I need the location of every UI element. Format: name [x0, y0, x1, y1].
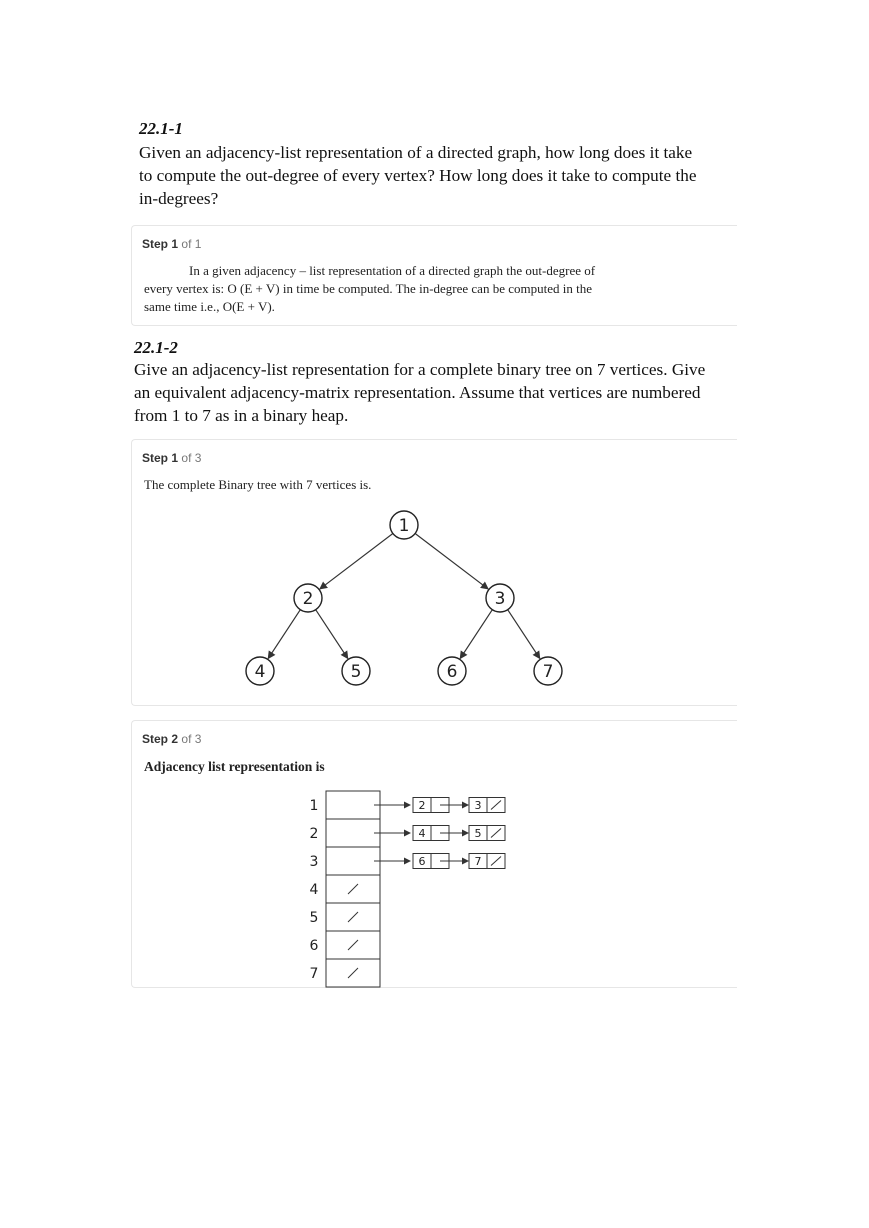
- step-heading: Adjacency list representation is: [144, 759, 325, 774]
- step-index: 2: [171, 732, 179, 746]
- tree-node-label: 2: [302, 589, 314, 609]
- problem-line: in-degrees?: [139, 189, 219, 208]
- step-total: of 1: [181, 237, 202, 251]
- problem-statement: [134, 358, 744, 427]
- list-node-value: 7: [474, 855, 482, 868]
- solution-line: every vertex is: O (E + V) in time be computed. The in-degree can be computed in the: [144, 281, 592, 296]
- problem-line: to compute the out-degree of every vertex? How long does it take to compute the: [139, 166, 697, 185]
- step-card: [131, 225, 737, 326]
- step-total: of 3: [181, 732, 202, 746]
- problem-line: from 1 to 7 as in a binary heap.: [134, 406, 349, 425]
- list-node-value: 3: [474, 799, 482, 812]
- adjacency-list-diagram: [132, 721, 738, 989]
- tree-edge: [320, 533, 393, 588]
- step-card: [131, 439, 737, 706]
- binary-tree-diagram: [132, 440, 738, 707]
- tree-edge: [268, 610, 300, 659]
- solution-line: In a given adjacency – list representation of a directed graph the out-degree of: [189, 263, 596, 278]
- step-body: The complete Binary tree with 7 vertices is.: [144, 477, 372, 492]
- tree-edge: [316, 610, 348, 659]
- step-label: Step: [142, 732, 169, 746]
- problem-statement: [139, 141, 739, 210]
- tree-node-label: 3: [494, 589, 506, 609]
- problem-number: 22.1-2: [134, 338, 178, 357]
- step-header: [142, 237, 201, 251]
- vertex-label: 2: [309, 826, 319, 842]
- tree-node-label: 5: [350, 662, 362, 682]
- tree-edge: [460, 610, 492, 659]
- list-head-cell: [326, 791, 380, 819]
- solution-line: same time i.e., O(E + V).: [144, 299, 275, 314]
- problem-line: Give an adjacency-list representation for a complete binary tree on 7 vertices. Give: [134, 360, 706, 379]
- adjacency-list: [310, 791, 505, 987]
- vertex-label: 1: [309, 798, 319, 814]
- list-head-cell: [326, 819, 380, 847]
- step-index: 1: [171, 237, 179, 251]
- tree-node-label: 7: [542, 662, 554, 682]
- tree-node-label: 1: [398, 516, 410, 536]
- vertex-label: 7: [309, 966, 319, 982]
- step-label: Step: [142, 451, 169, 465]
- list-node-value: 6: [418, 855, 426, 868]
- step-index: 1: [171, 451, 179, 465]
- list-node-value: 2: [418, 799, 426, 812]
- tree-edge: [415, 533, 488, 588]
- problem-number: 22.1-1: [139, 119, 183, 138]
- tree-node-label: 6: [446, 662, 458, 682]
- vertex-label: 5: [309, 910, 319, 926]
- problem-line: an equivalent adjacency-matrix representation. Assume that vertices are numbered: [134, 383, 701, 402]
- vertex-label: 4: [309, 882, 319, 898]
- step-label: Step: [142, 237, 169, 251]
- tree-node-label: 4: [254, 662, 266, 682]
- list-head-cell: [326, 847, 380, 875]
- vertex-label: 6: [309, 938, 319, 954]
- list-node-value: 5: [474, 827, 482, 840]
- problem-line: Given an adjacency-list representation of a directed graph, how long does it take: [139, 143, 693, 162]
- list-node-value: 4: [418, 827, 426, 840]
- vertex-label: 3: [309, 854, 319, 870]
- step-card: [131, 720, 737, 988]
- step-total: of 3: [181, 451, 202, 465]
- tree-edge: [508, 610, 540, 659]
- step-body: [144, 262, 734, 316]
- tree-nodes: [246, 511, 562, 685]
